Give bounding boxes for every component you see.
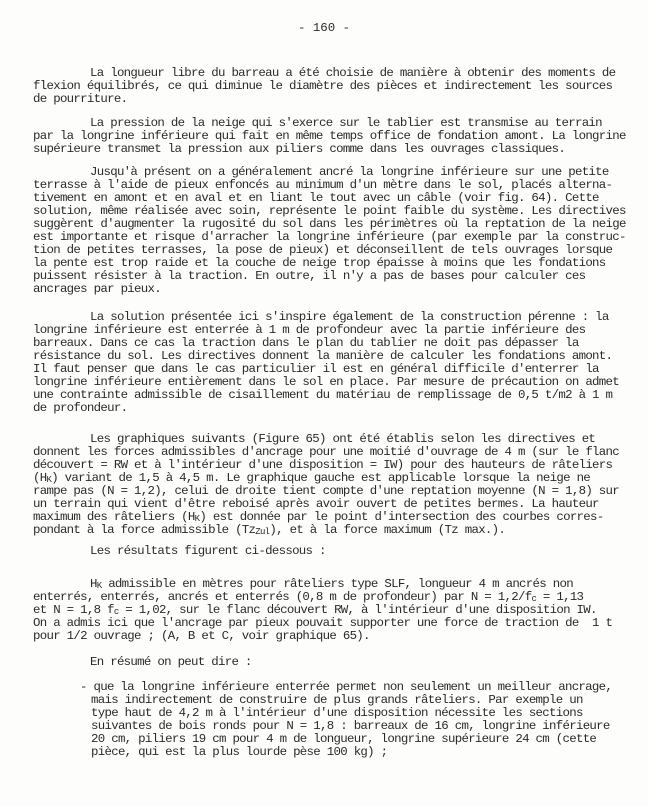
subscript: K — [194, 514, 200, 524]
bullet-item — [80, 681, 612, 759]
text-line: découvert = RW et à l'intérieur d'une disposition = IW) pour des hauteurs de râteliers — [33, 458, 613, 472]
text-line: On a admis ici que l'ancrage par pieux pouvait supporter une force de traction de 1 t — [33, 616, 613, 630]
text-segment: = 1,13 — [536, 590, 584, 604]
paragraph — [33, 166, 626, 296]
text-line: résistance du sol. Les directives donnent la manière de calculer les fondations amont. — [33, 349, 613, 363]
text-line: rampe pas (N = 1,2), celui de droite tient compte d'une reptation moyenne (N = 1,8) sur — [33, 484, 619, 498]
text-line: solution, même réalisée avec soin, représente le point faible du système. Les directives — [33, 204, 626, 218]
paragraph — [33, 433, 619, 537]
subscript: c — [531, 594, 537, 604]
text-line: tivement en amont et en aval et en liant le tout avec un câble (voir fig. 64). Cette — [33, 191, 599, 205]
text-line: barreaux. Dans ce cas la traction dans le plan du tablier ne doit pas dépasser la — [33, 336, 579, 350]
paragraph — [33, 545, 326, 558]
text-segment: (H — [33, 471, 47, 485]
paragraph — [33, 67, 615, 106]
text-line: La pression de la neige qui s'exerce sur le tablier est transmise au terrain — [90, 116, 602, 130]
text-segment: ) variant de 1,5 à 4,5 m. Le graphique gauche est applicable lorsque la neige ne — [51, 471, 591, 485]
subscript: K — [96, 581, 102, 591]
text-segment: maximum des râteliers (H — [33, 510, 195, 524]
text-line: une contrainte admissible de cisaillement du matériau de remplissage de 0,5 t/m2 à 1 m — [33, 388, 613, 402]
text-line: pour 1/2 ouvrage ; (A, B et C, voir graphique 65). — [33, 629, 370, 643]
text-line: ancrages par pieux. — [33, 282, 161, 296]
text-line: Les graphiques suivants (Figure 65) ont été établis selon les directives et — [90, 432, 596, 446]
text-line: est importante et risque d'arracher la longrine inférieure (par exemple par la construc- — [33, 230, 626, 244]
text-line: par la longrine inférieure qui fait en même temps office de fondation amont. La longrine — [33, 129, 626, 143]
text-segment: enterrés, enterrés, ancrés et enterrés (0,8 m de profondeur) par N = 1,2/f — [33, 590, 532, 604]
text-line: 20 cm, piliers 19 cm pour 4 m de longueur, longrine supérieure 24 cm (cette — [91, 732, 597, 746]
text-line: La longueur libre du barreau a été choisie de manière à obtenir des moments de — [90, 66, 616, 80]
subscript: K — [46, 475, 52, 485]
text-line: terrasse à l'aide de pieux enfoncés au minimum d'un mètre dans le sol, placés alterna- — [33, 178, 613, 192]
text-line: longrine inférieure entièrement dans le sol en place. Par mesure de précaution on admet — [33, 375, 619, 389]
text-segment: ), et à la force maximum (Tz max.). — [269, 523, 506, 537]
text-line: En résumé on peut dire : — [90, 655, 252, 669]
paragraph — [33, 117, 626, 156]
text-segment: pondant à la force admissible (Tz — [33, 523, 256, 537]
text-line: - que la longrine inférieure enterrée permet non seulement un meilleur ancrage, — [80, 680, 613, 694]
text-line: pièce, qui est la plus lourde pèse 100 kg) ; — [91, 745, 388, 759]
page-number: - 160 - — [297, 21, 351, 35]
text-segment: ) est donnée par le point d'intersection des courbes corres- — [199, 510, 604, 524]
text-line: Les résultats figurent ci-dessous : — [90, 544, 326, 558]
text-line: suggèrent d'augmenter la rugosité du sol dans les périmètres où la reptation de la neige — [33, 217, 626, 231]
text-line: mais indirectement de construire de plus grands râteliers. Par exemple un — [91, 693, 583, 707]
text-line: donnent les forces admissibles d'ancrage pour une moitié d'ouvrage de 4 m (sur le flanc — [33, 445, 619, 459]
text-segment: H — [90, 577, 97, 591]
text-line: de profondeur. — [33, 401, 128, 415]
text-line: flexion équilibrés, ce qui diminue le diamètre des pièces et indirectement les sources — [33, 79, 613, 93]
text-line: longrine inférieure est enterrée à 1 m de profondeur avec la partie inférieure des — [33, 323, 586, 337]
text-line — [33, 524, 619, 537]
text-line: tion de petites terrasses, la pose de pieux) et déconseillent de tels ouvrages lorsque — [33, 243, 613, 257]
text-line: Il faut penser que dans le cas particulier il est en général difficile d'enterrer la — [33, 362, 599, 376]
text-line: un terrain qui vient d'être reboisé après avoir ouvert de petites bermes. La hauteur — [33, 497, 599, 511]
subscript: c — [113, 607, 119, 617]
paragraph — [33, 656, 252, 669]
subscript: Zul — [255, 527, 270, 537]
text-line: La solution présentée ici s'inspire également de la construction pérenne : la — [90, 310, 609, 324]
text-line: type haut de 4,2 m à l'intérieur d'une disposition nécessite les sections — [91, 706, 583, 720]
text-segment: admissible en mètres pour râteliers type SLF, longueur 4 m ancrés non — [101, 577, 573, 591]
paragraph — [33, 578, 612, 643]
text-line: suivantes de bois ronds pour N = 1,8 : barreaux de 16 cm, longrine inférieure — [91, 719, 610, 733]
text-line: de pourriture. — [33, 92, 128, 106]
paragraph — [33, 311, 619, 415]
text-line: puissent résister à la traction. En outre, il n'y a pas de bases pour calculer ces — [33, 269, 586, 283]
text-line: supérieure transmet la pression aux piliers comme dans les ouvrages classiques. — [33, 142, 566, 156]
text-segment: et N = 1,8 f — [33, 603, 114, 617]
text-segment: = 1,02, sur le flanc découvert RW, à l'intérieur d'une disposition IW. — [118, 603, 597, 617]
text-line: la pente est trop raide et la couche de neige trop épaisse à moins que les fondations — [33, 256, 606, 270]
text-line: Jusqu'à présent on a généralement ancré la longrine inférieure sur une petite — [90, 165, 609, 179]
